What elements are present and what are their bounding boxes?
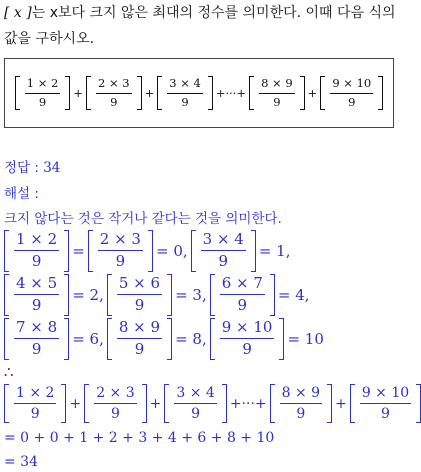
- result-line: = 34: [4, 454, 38, 470]
- floor-fraction: $\frac{2 \times 3}{9}$: [86, 76, 142, 109]
- floor-fraction: $\frac{5 \times 6}{9}$: [107, 274, 172, 316]
- plus-sign: +: [144, 86, 155, 100]
- floor-fraction: $\frac{6 \times 7}{9}$: [210, 274, 275, 316]
- solution-row-1: [4, 230, 294, 272]
- floor-fraction: $\frac{2 \times 3}{9}$: [88, 230, 153, 272]
- floor-fraction: $\frac{8 \times 9}{9}$: [107, 318, 172, 360]
- question-text-1: 는 x보다 크지 않은 최대의 정수를 의미한다. 이때 다음 식의: [31, 5, 396, 21]
- question-line-1: [4, 0, 396, 26]
- floor-fraction: $\frac{3 \times 4}{9}$: [164, 384, 226, 423]
- plus-sign: +: [73, 86, 83, 100]
- equals-value: = 0,: [155, 241, 188, 260]
- solution-intro: 크지 않다는 것은 작거나 같다는 것을 의미한다.: [4, 211, 282, 227]
- floor-fraction: $\frac{9 \times 10}{9}$: [210, 318, 285, 360]
- equals-value: = 1,: [258, 241, 291, 260]
- ellipsis: +···+: [229, 395, 267, 412]
- equals-value: = 3,: [175, 285, 207, 304]
- floor-fraction: $\frac{8 \times 9}{9}$: [270, 384, 332, 423]
- sum-line: = 0 + 0 + 1 + 2 + 3 + 4 + 6 + 8 + 10: [4, 430, 275, 446]
- solution-sum-expression: [4, 384, 421, 423]
- solution-row-3: [4, 318, 327, 360]
- floor-notation: [ x ]: [4, 5, 32, 21]
- floor-fraction: $\frac{1 \times 2}{9}$: [4, 230, 69, 272]
- solution-label: 해설 :: [4, 186, 39, 202]
- plus-sign: +: [335, 395, 347, 412]
- equals-value: = 4,: [277, 285, 310, 304]
- question-line-2: [4, 26, 94, 52]
- floor-fraction: $\frac{3 \times 4}{9}$: [157, 76, 213, 109]
- ellipsis: +···+: [215, 86, 247, 100]
- therefore-symbol: ∴: [4, 363, 14, 381]
- answer-line: [4, 156, 60, 176]
- floor-fraction: $\frac{7 \times 8}{9}$: [4, 318, 69, 360]
- expression-box: [4, 58, 394, 128]
- solution-row-2: [4, 274, 313, 316]
- floor-fraction: $\frac{1 \times 2}{9}$: [4, 384, 66, 423]
- plus-sign: +: [69, 395, 82, 412]
- floor-fraction: $\frac{9 \times 10}{9}$: [320, 76, 383, 109]
- floor-fraction: $\frac{1 \times 2}{9}$: [15, 76, 71, 109]
- equals-value: = 8,: [175, 329, 207, 348]
- question-expression: [15, 76, 383, 109]
- equals-value: = 6,: [72, 329, 104, 348]
- equals-value: = 10: [287, 329, 324, 348]
- answer-label: 정답 :: [4, 160, 44, 176]
- floor-fraction: $\frac{4 \times 5}{9}$: [4, 274, 69, 316]
- equals: =: [72, 241, 85, 260]
- floor-fraction: $\frac{2 \times 3}{9}$: [84, 384, 146, 423]
- floor-fraction: $\frac{8 \times 9}{9}$: [249, 76, 305, 109]
- floor-fraction: $\frac{3 \times 4}{9}$: [191, 230, 256, 272]
- equals-value: = 2,: [72, 285, 104, 304]
- plus-sign: +: [149, 395, 162, 412]
- floor-fraction: $\frac{9 \times 10}{9}$: [350, 384, 421, 423]
- plus-sign: +: [307, 86, 318, 100]
- question-text-2: 값을 구하시오.: [4, 31, 95, 47]
- answer-value: 34: [43, 160, 61, 176]
